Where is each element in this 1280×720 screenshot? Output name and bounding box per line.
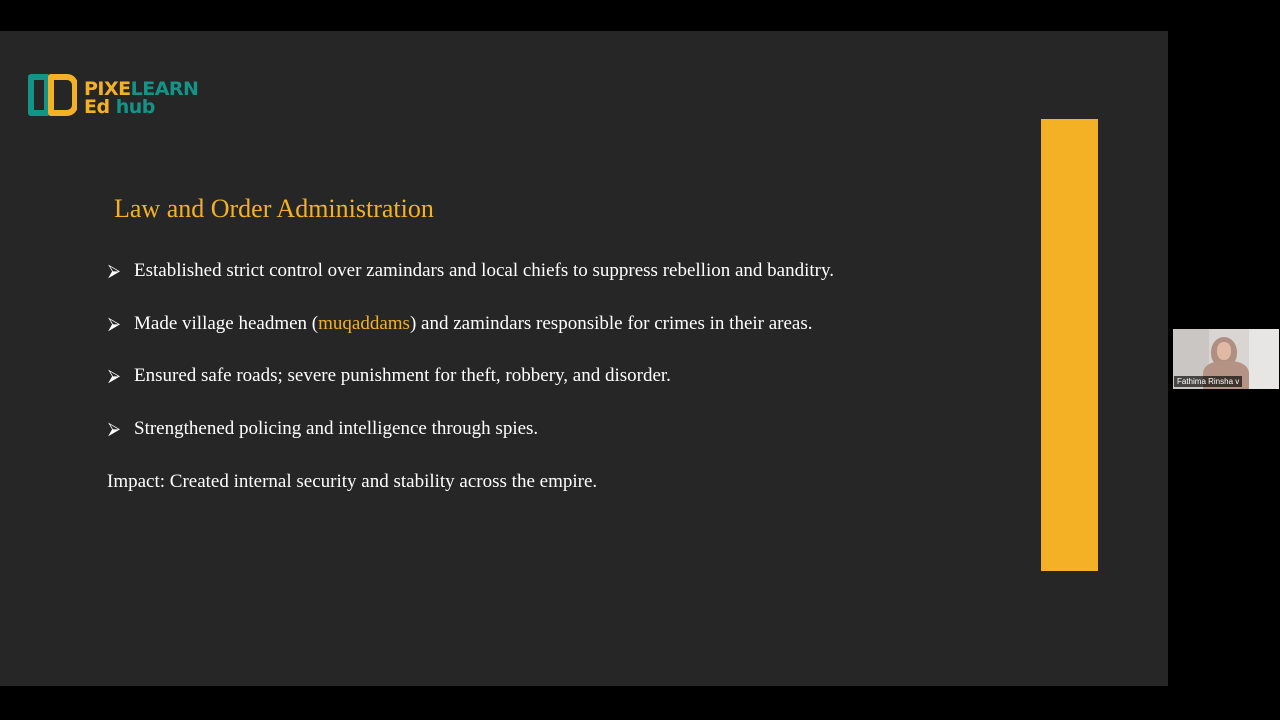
accent-bar bbox=[1041, 119, 1098, 571]
bullet-list bbox=[108, 260, 834, 470]
bullet-item bbox=[108, 260, 834, 313]
bullet-text-part: Made village headmen ( bbox=[134, 312, 319, 334]
bullet-text bbox=[134, 260, 834, 282]
logo-text-pixe: PIXE bbox=[84, 78, 131, 100]
logo-text-learn: LEARN bbox=[130, 78, 199, 100]
highlighted-term: muqaddams bbox=[318, 312, 410, 334]
presentation-slide bbox=[0, 31, 1168, 686]
bullet-item bbox=[108, 313, 834, 366]
participant-face bbox=[1217, 342, 1231, 360]
bullet-text bbox=[134, 418, 538, 440]
logo-mark-icon bbox=[27, 73, 77, 119]
bullet-text-part: Strengthened policing and intelligence through spies. bbox=[134, 417, 539, 439]
arrow-bullet-icon: ⮚ bbox=[108, 366, 121, 386]
bullet-item bbox=[108, 365, 834, 418]
impact-statement: Impact: Created internal security and stability across the empire. bbox=[107, 471, 598, 492]
pixelearn-logo bbox=[27, 73, 207, 123]
arrow-bullet-icon: ⮚ bbox=[108, 313, 121, 334]
logo-text-hub: hub bbox=[109, 96, 155, 118]
video-background bbox=[1249, 329, 1279, 389]
bullet-text-part: Established strict control over zamindars and local chiefs to suppress rebellion and banditry. bbox=[134, 260, 834, 281]
arrow-bullet-icon: ⮚ bbox=[108, 418, 121, 439]
bullet-text-part: Ensured safe roads; severe punishment for theft, robbery, and disorder. bbox=[134, 365, 671, 386]
participant-name-label: Fathima Rinsha v bbox=[1174, 376, 1242, 387]
bullet-text bbox=[134, 365, 671, 387]
bullet-text bbox=[134, 313, 813, 335]
arrow-bullet-icon: ⮚ bbox=[108, 261, 121, 281]
logo-text-ed: Ed bbox=[84, 96, 110, 118]
logo-wordmark bbox=[84, 80, 198, 116]
participant-video-tile[interactable] bbox=[1173, 329, 1279, 389]
bullet-item bbox=[108, 418, 834, 471]
bullet-text-part: ) and zamindars responsible for crimes in their areas. bbox=[409, 312, 813, 334]
slide-title: Law and Order Administration bbox=[114, 194, 434, 223]
